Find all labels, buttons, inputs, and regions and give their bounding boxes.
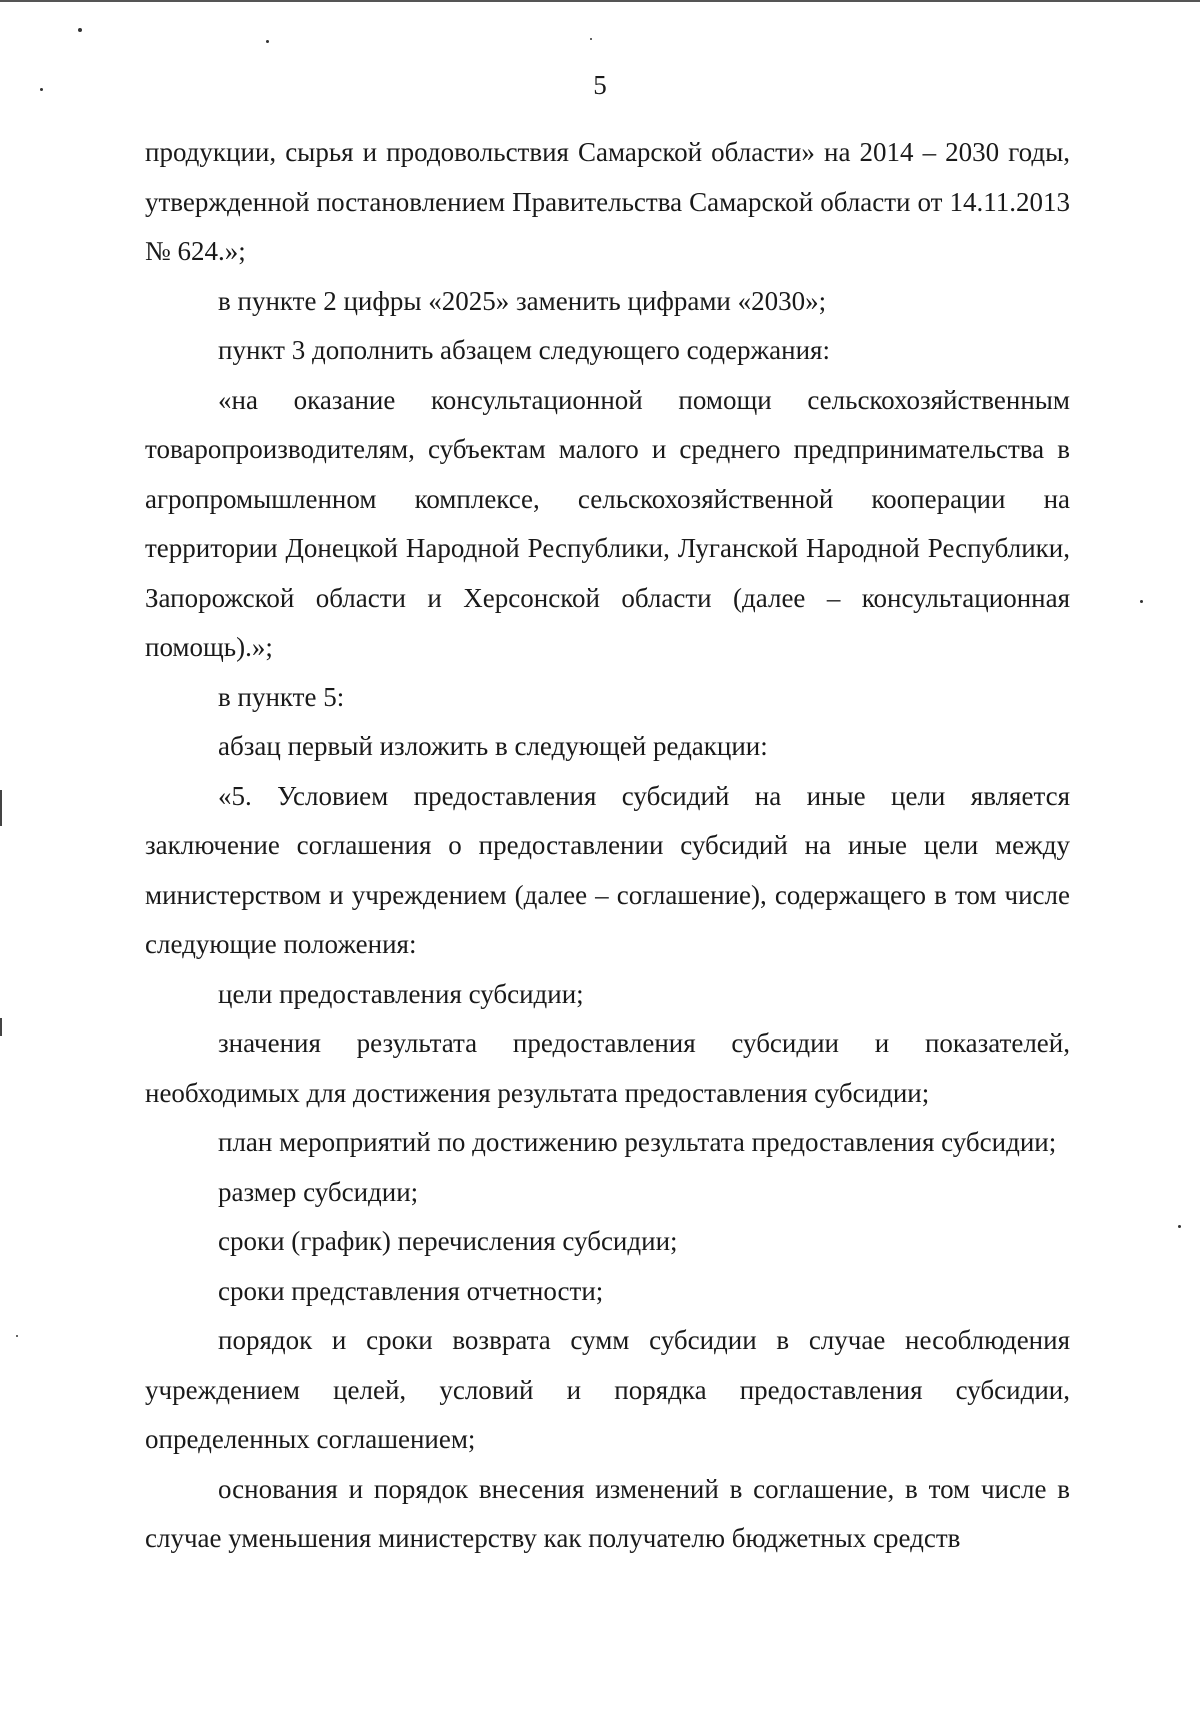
scan-speck — [1178, 1225, 1181, 1228]
list-paragraph: порядок и сроки возврата сумм субсидии в случае несоблюдения учреждением целей, условий и порядка предоставления субсидии, определенных соглашением; — [145, 1325, 1070, 1454]
list-paragraph: цели предоставления субсидии; — [218, 978, 584, 1009]
list-paragraph: значения результата предоставления субсидии и показателей, необходимых для достижения результата предоставления субсидии; — [145, 1028, 1070, 1108]
list-paragraph: размер субсидии; — [218, 1176, 419, 1207]
document-body — [145, 128, 1070, 1564]
paragraph: в пункте 2 цифры «2025» заменить цифрами «2030»; — [218, 285, 827, 316]
paragraph: в пункте 5: — [218, 681, 345, 712]
list-paragraph: основания и порядок внесения изменений в соглашение, в том числе в случае уменьшения министерству как получателю бюджетных средств — [145, 1473, 1070, 1553]
scan-left-edge-mark — [0, 1018, 2, 1036]
paragraph: пункт 3 дополнить абзацем следующего содержания: — [218, 335, 830, 365]
list-paragraph: план мероприятий по достижению результата предоставления субсидии; — [218, 1127, 1057, 1157]
scan-speck — [266, 40, 269, 43]
page-number: 5 — [593, 70, 607, 100]
scan-speck — [78, 28, 82, 32]
paragraph: абзац первый изложить в следующей редакции: — [218, 731, 768, 761]
quoted-paragraph: «5. Условием предоставления субсидий на иные цели является заключение соглашения о предоставлении субсидий на иные цели между министерством и учреждением (далее – соглашение), содержащего в том числе следующие положения: — [145, 780, 1070, 959]
list-paragraph: сроки (график) перечисления субсидии; — [218, 1226, 678, 1256]
scan-speck — [16, 1335, 18, 1337]
list-paragraph: сроки представления отчетности; — [218, 1275, 604, 1306]
quoted-paragraph: «на оказание консультационной помощи сельскохозяйственным товаропроизводителям, субъектам малого и среднего предпринимательства в агропромышленном комплексе, сельскохозяйственной кооперации на территории Донецкой Народной Республики, Луганской Народной Республики, Запорожской области и Херсонской области (далее – консультационная помощь).»; — [145, 384, 1070, 662]
scan-top-border — [0, 0, 1200, 2]
scan-left-edge-mark — [0, 790, 2, 826]
scan-speck — [590, 38, 592, 40]
scan-speck — [1140, 600, 1143, 603]
paragraph-continuation: продукции, сырья и продовольствия Самарской области» на 2014 – 2030 годы, утвержденной постановлением Правительства Самарской области от 14.11.2013 № 624.»; — [145, 137, 1070, 266]
